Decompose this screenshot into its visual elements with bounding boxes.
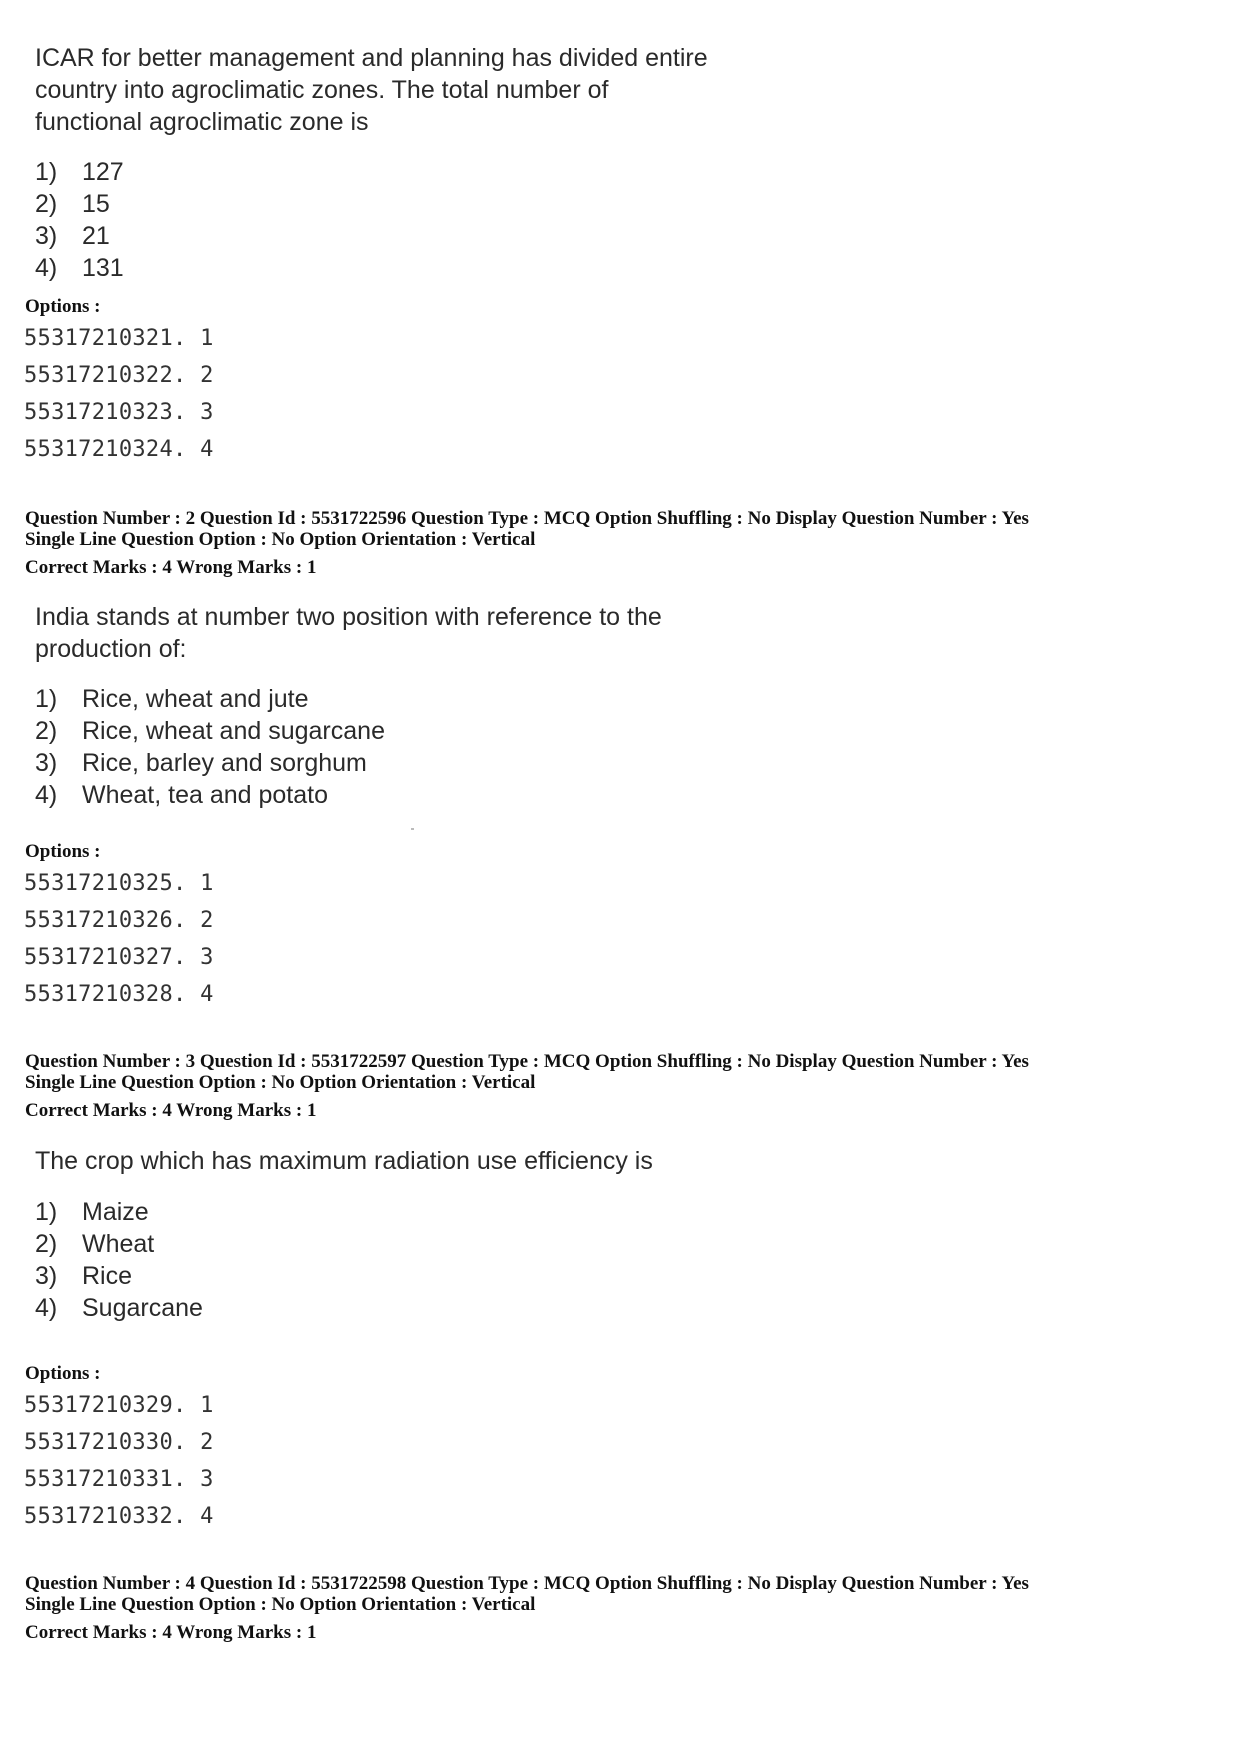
question-3-meta — [25, 1051, 1029, 1121]
option-id: 55317210326. 2 — [24, 908, 214, 933]
option-id: 55317210324. 4 — [24, 437, 214, 462]
choice-number: 3) — [35, 1262, 58, 1290]
choice-item — [35, 779, 635, 811]
question-line: production of: — [35, 635, 187, 663]
choice-text: Rice, wheat and sugarcane — [82, 717, 385, 745]
choice-number: 4) — [35, 254, 58, 282]
choice-item — [35, 220, 635, 252]
option-id: 55317210323. 3 — [24, 400, 214, 425]
choice-number: 3) — [35, 222, 58, 250]
option-id: 55317210325. 1 — [24, 871, 214, 896]
choice-number: 3) — [35, 749, 58, 777]
meta-line: Question Number : 3 Question Id : 5531722597 Question Type : MCQ Option Shuffling : No Display Question Number : Yes — [25, 1051, 1029, 1072]
choice-text: Wheat — [82, 1230, 155, 1258]
choice-text: 15 — [82, 190, 110, 218]
choice-number: 2) — [35, 717, 58, 745]
choice-text: Wheat, tea and potato — [82, 781, 329, 809]
option-id: 55317210332. 4 — [24, 1504, 214, 1529]
question-2-choices — [35, 683, 635, 811]
options-label: Options : — [25, 1363, 101, 1384]
option-id: 55317210328. 4 — [24, 982, 214, 1007]
options-label: Options : — [25, 841, 101, 862]
choice-number: 1) — [35, 158, 58, 186]
choice-text: 21 — [82, 222, 110, 250]
option-id: 55317210327. 3 — [24, 945, 214, 970]
option-id: 55317210330. 2 — [24, 1430, 214, 1455]
question-3-choices — [35, 1196, 635, 1324]
choice-text: Rice, barley and sorghum — [82, 749, 367, 777]
option-id: 55317210331. 3 — [24, 1467, 214, 1492]
choice-number: 4) — [35, 781, 58, 809]
choice-number: 4) — [35, 1294, 58, 1322]
choice-text: Sugarcane — [82, 1294, 203, 1322]
meta-line: Question Number : 4 Question Id : 5531722598 Question Type : MCQ Option Shuffling : No Display Question Number : Yes — [25, 1573, 1029, 1594]
choice-item — [35, 1196, 635, 1228]
option-id: 55317210321. 1 — [24, 326, 214, 351]
question-line: The crop which has maximum radiation use efficiency is — [35, 1147, 653, 1175]
choice-number: 1) — [35, 685, 58, 713]
options-list — [24, 320, 214, 468]
options-list — [24, 1387, 214, 1535]
options-list — [24, 865, 214, 1013]
meta-line: Single Line Question Option : No Option Orientation : Vertical — [25, 1072, 536, 1093]
choice-number: 1) — [35, 1198, 58, 1226]
marks-line: Correct Marks : 4 Wrong Marks : 1 — [25, 557, 317, 578]
choice-item — [35, 747, 635, 779]
choice-item — [35, 683, 635, 715]
options-label: Options : — [25, 296, 101, 317]
meta-line: Single Line Question Option : No Option Orientation : Vertical — [25, 1594, 536, 1615]
choice-item — [35, 1292, 635, 1324]
question-2-text — [35, 601, 662, 665]
option-id: 55317210322. 2 — [24, 363, 214, 388]
choice-item — [35, 188, 635, 220]
question-line: ICAR for better management and planning has divided entire — [35, 44, 708, 72]
question-1-choices — [35, 156, 635, 284]
choice-item — [35, 252, 635, 284]
question-3-text — [35, 1145, 653, 1177]
marks-line: Correct Marks : 4 Wrong Marks : 1 — [25, 1100, 317, 1121]
question-2-meta — [25, 508, 1029, 578]
choice-text: Rice, wheat and jute — [82, 685, 309, 713]
choice-item — [35, 1228, 635, 1260]
question-1-text — [35, 42, 708, 138]
marks-line: Correct Marks : 4 Wrong Marks : 1 — [25, 1622, 317, 1643]
meta-line: Question Number : 2 Question Id : 5531722596 Question Type : MCQ Option Shuffling : No Display Question Number : Yes — [25, 508, 1029, 529]
choice-text: Maize — [82, 1198, 149, 1226]
choice-text: Rice — [82, 1262, 133, 1290]
choice-text: 131 — [82, 254, 124, 282]
choice-item — [35, 156, 635, 188]
question-line: functional agroclimatic zone is — [35, 108, 369, 136]
meta-line: Single Line Question Option : No Option Orientation : Vertical — [25, 529, 536, 550]
choice-number: 2) — [35, 190, 58, 218]
choice-item — [35, 1260, 635, 1292]
choice-number: 2) — [35, 1230, 58, 1258]
scan-speck — [411, 828, 414, 830]
choice-item — [35, 715, 635, 747]
question-line: country into agroclimatic zones. The total number of — [35, 76, 609, 104]
question-line: India stands at number two position with reference to the — [35, 603, 662, 631]
option-id: 55317210329. 1 — [24, 1393, 214, 1418]
choice-text: 127 — [82, 158, 124, 186]
question-4-meta — [25, 1573, 1029, 1643]
